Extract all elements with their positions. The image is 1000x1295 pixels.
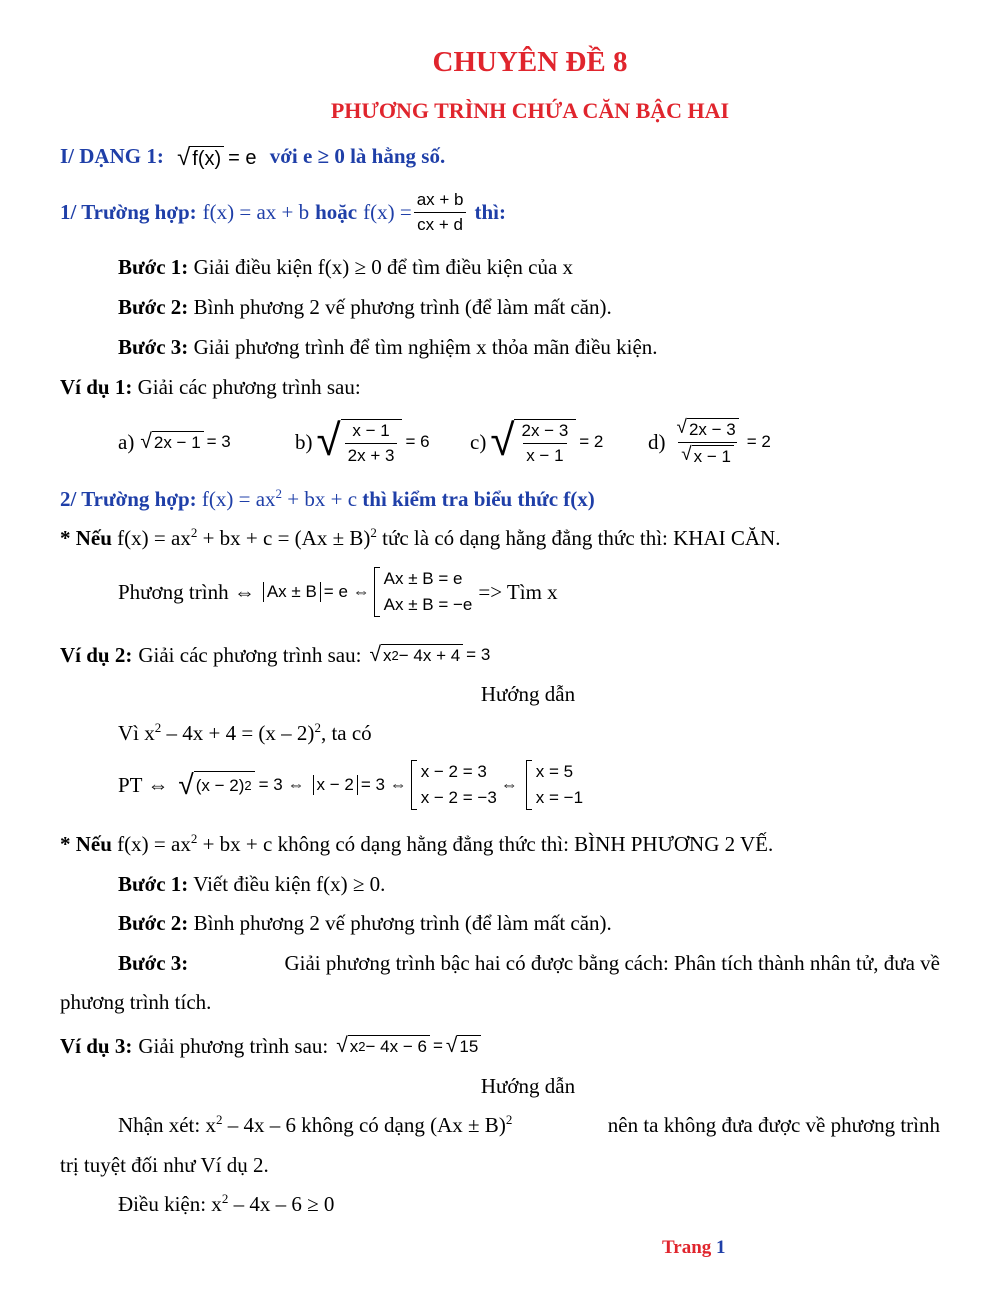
text: Nhận xét: x <box>118 1113 216 1137</box>
step1-3 <box>118 335 658 360</box>
text: Vì x <box>118 721 155 745</box>
example2-guide: Hướng dẫn <box>480 682 576 706</box>
example3-label: Ví dụ 3: <box>60 1033 133 1058</box>
item-tag: b) <box>295 429 313 454</box>
page-subtitle: PHƯƠNG TRÌNH CHỨA CĂN BẬC HAI <box>330 98 730 123</box>
frac-num: 2x − 3 <box>521 420 569 440</box>
case2-f-post: + bx + c <box>282 487 358 511</box>
text: Điều kiện: x <box>118 1192 222 1216</box>
step-text: Bình phương 2 vế phương trình (để làm mất căn). <box>193 911 612 935</box>
section1-fx: f(x) <box>190 146 224 171</box>
example2-solution <box>118 755 583 815</box>
exponent: 2 <box>221 1191 229 1206</box>
step-label: Bước 1: <box>118 872 189 896</box>
case-row: x − 2 = −3 <box>420 788 497 807</box>
text: x <box>349 1037 359 1056</box>
step-label: Bước 2: <box>118 295 189 319</box>
item-tag: a) <box>118 429 135 454</box>
case1-then: thì: <box>474 200 506 224</box>
page-label: Trang <box>662 1237 712 1258</box>
step1-2 <box>118 295 612 320</box>
frac-num: 2x − 3 <box>687 418 739 440</box>
step-label: Bước 3: <box>118 335 189 359</box>
example2-steps: √ (x − 2) 2 = 3 ⇔ x − 2 = 3 ⇔ x − 2 = 3 x − 2 = −3 ⇔ x = 5 x = −1 <box>178 760 583 810</box>
rhs: = 3 <box>466 645 491 664</box>
if1-line <box>60 526 780 551</box>
case2-f-pre: f(x) = ax <box>201 487 276 511</box>
exponent: 2 <box>154 720 162 735</box>
case-row: Ax ± B = −e <box>383 595 473 614</box>
example2-text: Giải các phương trình sau: <box>138 642 362 667</box>
eq: = 3 ⇔ <box>258 775 305 794</box>
pt-formula <box>263 567 473 617</box>
example2-formula: √ x 2 − 4x + 4 = 3 <box>369 643 491 666</box>
case1-f1: f(x) = ax + b <box>202 200 310 224</box>
example3-remark-1 <box>118 1113 940 1138</box>
text: – 4x – 6 ≥ 0 <box>228 1192 335 1216</box>
example1-text: Giải các phương trình sau: <box>137 375 361 399</box>
section1-condition: với e ≥ 0 là hằng số. <box>269 144 446 168</box>
example1-b-formula: √ $\frac{x - 1}{2x + 3}$ = 6 <box>316 415 430 465</box>
example3-guide: Hướng dẫn <box>480 1074 576 1098</box>
case1-heading <box>60 190 506 235</box>
pt-label: PT ⇔ <box>118 772 169 797</box>
step-text: Bình phương 2 vế phương trình (để làm mất căn). <box>193 295 612 319</box>
rhs: = 2 <box>746 432 771 451</box>
section1-heading <box>60 144 445 171</box>
example1-c <box>470 412 603 472</box>
case2-check: thì kiểm tra biểu thức f(x) <box>362 487 595 511</box>
page-footer <box>662 1237 726 1259</box>
example3-condition <box>118 1192 334 1217</box>
case1-fraction <box>414 190 467 235</box>
step-text: Giải điều kiện f(x) ≥ 0 để tìm điều kiện của x <box>193 255 574 279</box>
example1-d-formula: √ 2x − 3 √ x − 1 = 2 <box>676 416 771 466</box>
radicand: 2x − 1 <box>152 431 204 453</box>
example1-heading <box>60 375 361 400</box>
section1-eq: = e <box>228 146 257 169</box>
exponent: 2 <box>314 720 321 735</box>
cases-bracket <box>526 760 583 810</box>
eq: = 3 ⇔ <box>360 775 407 794</box>
text: nên ta không đưa được về phương trình <box>607 1113 940 1137</box>
step-text: Viết điều kiện f(x) ≥ 0. <box>193 872 386 896</box>
text: − 4x − 6 <box>365 1037 427 1056</box>
frac-den: x − 1 <box>523 443 566 466</box>
case-row: x = 5 <box>535 762 574 781</box>
step-text: Giải phương trình bậc hai có được bằng cách: Phân tích thành nhân tử, đưa về <box>284 951 940 975</box>
item-tag: c) <box>470 429 487 454</box>
exponent: 2 <box>275 486 283 501</box>
iff: ⇔ <box>500 775 518 794</box>
exponent: 2 <box>505 1112 513 1127</box>
example2-heading <box>60 640 490 670</box>
cases-bracket <box>374 567 473 617</box>
if-label: * Nếu <box>60 526 112 550</box>
step-label: Bước 3: <box>118 951 189 975</box>
example1-a-formula: √ 2x − 1 = 3 <box>140 430 231 453</box>
step1-1 <box>118 255 573 280</box>
example3-remark-2: trị tuyệt đối như Ví dụ 2. <box>60 1153 269 1177</box>
text: – 4x – 6 không có dạng (Ax ± B) <box>222 1113 506 1137</box>
abs-value: Ax ± B <box>263 582 321 602</box>
example1-c-formula: √ $\frac{2x - 3}{x - 1}$ = 2 <box>490 415 604 465</box>
exponent: 2 <box>190 831 198 846</box>
text: + bx + c không có dạng hằng đẳng thức thì: BÌNH PHƯƠNG 2 VẾ. <box>197 832 774 856</box>
exponent: 2 <box>215 1112 223 1127</box>
example3-formula: √ x 2 − 4x − 6 = √ 15 <box>336 1035 481 1057</box>
case-row: Ax ± B = e <box>383 569 463 588</box>
text: tức là có dạng hằng đẳng thức thì: KHAI CĂN. <box>376 526 781 550</box>
rhs: = 2 <box>579 432 604 451</box>
example1-d <box>648 412 771 472</box>
case1-num: ax + b <box>416 190 464 209</box>
case2-heading <box>60 487 595 512</box>
step-text: Giải phương trình để tìm nghiệm x thỏa mãn điều kiện. <box>193 335 658 359</box>
exponent: 2 <box>370 525 377 540</box>
frac-num: x − 1 <box>352 420 390 440</box>
step3-continued: phương trình tích. <box>60 990 212 1014</box>
abs-value: x − 2 <box>313 775 358 795</box>
pt-result: => Tìm x <box>478 579 558 604</box>
text: − 4x + 4 <box>398 646 461 665</box>
rhs: = 3 <box>206 432 231 451</box>
frac-den: x − 1 <box>692 445 734 467</box>
section1-label: I/ DẠNG 1: <box>60 144 164 168</box>
if2-line <box>60 832 773 857</box>
text: x <box>383 646 392 665</box>
step-label: Bước 1: <box>118 255 189 279</box>
example2-since <box>118 721 372 746</box>
section1-formula: √ f(x) = e <box>177 143 257 171</box>
example3-heading <box>60 1031 481 1061</box>
example2-label: Ví dụ 2: <box>60 642 133 667</box>
step2-3 <box>118 951 940 976</box>
case-row: x − 2 = 3 <box>420 762 487 781</box>
page-number: 1 <box>716 1237 726 1258</box>
exponent: 2 <box>190 525 198 540</box>
example1-b <box>295 412 430 472</box>
text: + bx + c = (Ax ± B) <box>197 526 371 550</box>
text: f(x) = ax <box>117 526 191 550</box>
step-label: Bước 2: <box>118 911 189 935</box>
example3-text: Giải phương trình sau: <box>138 1033 329 1058</box>
item-tag: d) <box>648 429 666 454</box>
case1-label: 1/ Trường hợp: <box>60 200 197 224</box>
example1-label: Ví dụ 1: <box>60 375 133 399</box>
eq: = <box>432 1036 443 1055</box>
pt-line <box>118 562 558 622</box>
example1-a <box>118 416 231 468</box>
step2-2 <box>118 911 612 936</box>
text: , ta có <box>320 721 372 745</box>
if-label: * Nếu <box>60 832 112 856</box>
case2-label: 2/ Trường hợp: <box>60 487 197 511</box>
rhs: = 6 <box>405 432 430 451</box>
text: – 4x + 4 = (x – 2) <box>161 721 315 745</box>
case1-f2: f(x) = <box>363 200 412 224</box>
radicand: 15 <box>457 1035 481 1057</box>
step2-1 <box>118 872 385 897</box>
page-title: CHUYÊN ĐỀ 8 <box>432 46 628 78</box>
case1-den: cx + d <box>414 212 466 235</box>
cases-bracket <box>411 760 497 810</box>
eq: = e ⇔ <box>323 582 370 601</box>
case1-or: hoặc <box>315 200 358 224</box>
text: (x − 2) <box>195 776 245 795</box>
frac-den: 2x + 3 <box>345 443 398 466</box>
case-row: x = −1 <box>535 788 584 807</box>
text: f(x) = ax <box>117 832 191 856</box>
pt-label: Phương trình ⇔ <box>118 579 255 604</box>
